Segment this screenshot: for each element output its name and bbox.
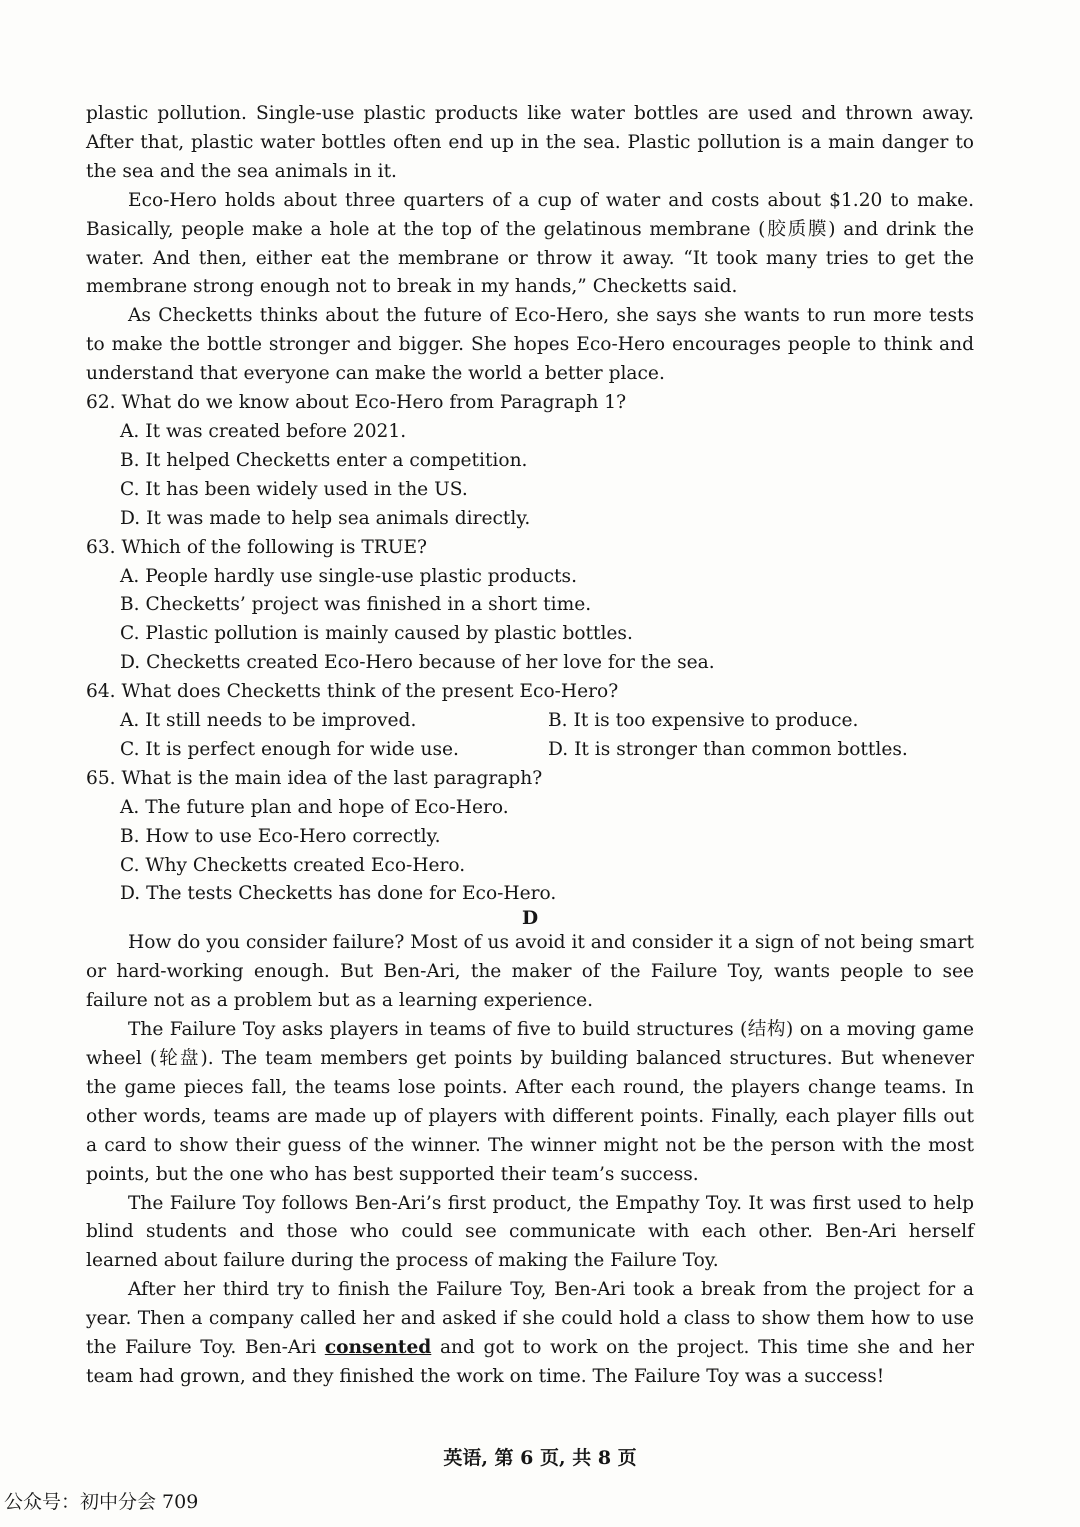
option-c: C. Plastic pollution is mainly caused by plastic bottles. [120,623,633,645]
option-a: A. People hardly use single-use plastic products. [120,565,577,587]
passage-d-paragraph [86,1276,974,1392]
options-row [120,707,974,736]
paragraph-text: After her third try to finish the Failure Toy, Ben-Ari took a break from the project for a year. Then a company called her and asked if she could hold a class to show them how to use the Failure Toy. Ben-Ari [86,1279,974,1359]
options-row [120,736,974,765]
question-65 [86,765,974,910]
option-b: B. It helped Checketts enter a competition. [120,449,528,471]
option-d: D. It is stronger than common bottles. [548,738,908,760]
option-c: C. It has been widely used in the US. [120,478,468,500]
watermark: 公众号：初中分会 709 [4,1491,199,1513]
question-stem: 64. What does Checketts think of the present Eco-Hero? [86,681,619,703]
option-b: B. How to use Eco-Hero correctly. [120,825,441,847]
option-a: A. It was created before 2021. [120,420,407,442]
question-stem: 62. What do we know about Eco-Hero from Paragraph 1? [86,392,627,414]
question-64 [86,678,974,765]
exam-page [86,100,974,1392]
option-d: D. The tests Checketts has done for Eco-Hero. [120,883,557,905]
option-a: A. The future plan and hope of Eco-Hero. [120,796,509,818]
passage-d-paragraph: The Failure Toy asks players in teams of five to build structures (结构) on a moving game wheel (轮盘). The team members get points by building balanced structures. But whenever the game pieces fall, the teams lose points. After each round, the players change teams. In other words, teams are made up of players with different points. Finally, each player fills out a card to show their guess of the winner. The winner might not be the person with the most points, but the one who has best supported their team’s success. [86,1019,974,1185]
option-c: C. It is perfect enough for wide use. [120,738,459,760]
option-b: B. It is too expensive to produce. [548,710,859,732]
question-63 [86,534,974,679]
question-stem: 63. Which of the following is TRUE? [86,536,427,558]
underlined-keyword: consented [324,1337,432,1359]
passage-d-label: D [521,908,539,930]
question-62 [86,389,974,534]
option-c: C. Why Checketts created Eco-Hero. [120,854,466,876]
question-stem: 65. What is the main idea of the last paragraph? [86,767,543,789]
passage-d-paragraph: The Failure Toy follows Ben-Ari’s first product, the Empathy Toy. It was first used to help blind students and those who could see communicate with each other. Ben-Ari herself learned about failure during the process of making the Failure Toy. [86,1192,974,1272]
option-b: B. Checketts’ project was finished in a short time. [120,594,592,616]
paragraph-text: and got to work on the project. This time she and her team had grown, and they finished the work on time. The Failure Toy was a success! [86,1337,974,1387]
passage-c-paragraph: As Checketts thinks about the future of Eco-Hero, she says she wants to run more tests to make the bottle stronger and bigger. She hopes Eco-Hero encourages people to think and understand that everyone can make the world a better place. [86,305,974,385]
passage-c-paragraph: Eco-Hero holds about three quarters of a cup of water and costs about $1.20 to make. Basically, people make a hole at the top of the gelatinous membrane (胶质膜) and drink the water. And then, either eat the membrane or throw it away. “It took many tries to get the membrane strong enough not to break in my hands,” Checketts said. [86,189,974,298]
option-d: D. Checketts created Eco-Hero because of her love for the sea. [120,652,715,674]
passage-c-paragraph: plastic pollution. Single-use plastic products like water bottles are used and thrown away. After that, plastic water bottles often end up in the sea. Plastic pollution is a main danger to the sea and the sea animals in it. [86,103,974,182]
option-a: A. It still needs to be improved. [120,710,417,732]
page-footer: 英语, 第 6 页, 共 8 页 [443,1447,637,1469]
passage-d-paragraph: How do you consider failure? Most of us avoid it and consider it a sign of not being smart or hard-working enough. But Ben-Ari, the maker of the Failure Toy, wants people to see failure not as a problem but as a learning experience. [86,932,974,1012]
option-d: D. It was made to help sea animals directly. [120,507,531,529]
